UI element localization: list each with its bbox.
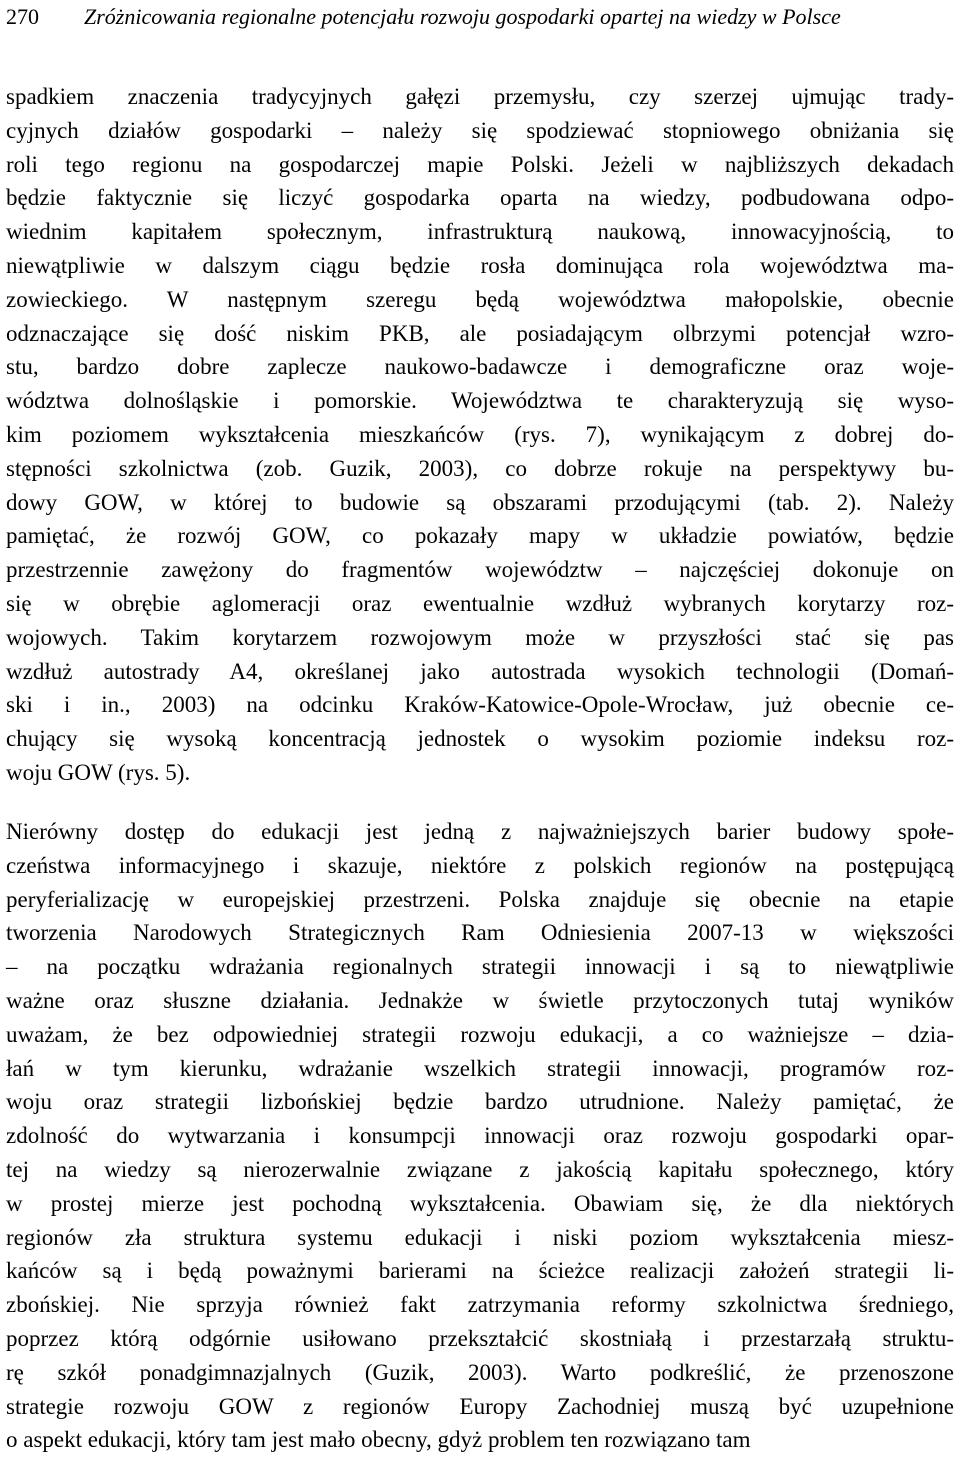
text-line: woju GOW (rys. 5). [6,759,191,785]
text-line: uważam, że bez odpowiedniej strategii rozwoju edukacji, a co ważniejsze – dzia- [6,1021,954,1047]
text-line: wiednim kapitałem społecznym, infrastrukturą naukową, innowacyjnością, to [6,219,954,245]
paragraph [6,815,954,1457]
text-line: o aspekt edukacji, który tam jest mało obecny, gdyż problem ten rozwiązano tam [6,1427,751,1453]
text-line: strategie rozwoju GOW z regionów Europy Zachodniej muszą być uzupełnione [6,1393,954,1419]
running-header [6,2,954,32]
text-line: – na początku wdrażania regionalnych strategii innowacji i są to niewątpliwie [6,954,954,980]
text-line: kim poziomem wykształcenia mieszkańców (rys. 7), wynikającym z dobrej do- [6,421,954,447]
text-line: wojowych. Takim korytarzem rozwojowym może w przyszłości stać się pas [6,624,954,650]
text-line: ski i in., 2003) na odcinku Kraków-Katowice-Opole-Wrocław, już obecnie ce- [6,692,954,718]
paragraph [6,80,954,790]
text-line: dowy GOW, w której to budowie są obszarami przodującymi (tab. 2). Należy [6,489,954,515]
text-line: będzie faktycznie się liczyć gospodarka oparta na wiedzy, podbudowana odpo- [6,185,954,211]
text-line: zowieckiego. W następnym szeregu będą województwa małopolskie, obecnie [6,286,954,312]
text-line: wzdłuż autostrady A4, określanej jako autostrada wysokich technologii (Domań- [6,658,954,684]
text-line: w prostej mierze jest pochodną wykształcenia. Obawiam się, że dla niektórych [6,1190,954,1216]
page-number: 270 [6,4,39,29]
text-line: roli tego regionu na gospodarczej mapie Polski. Jeżeli w najbliższych dekadach [6,151,954,177]
text-line: łań w tym kierunku, wdrażanie wszelkich strategii innowacji, programów roz- [6,1055,954,1081]
text-line: stu, bardzo dobre zaplecze naukowo-badawcze i demograficzne oraz woje- [6,354,954,380]
text-line: niewątpliwie w dalszym ciągu będzie rosła dominująca rola województwa ma- [6,252,954,278]
text-line: wództwa dolnośląskie i pomorskie. Województwa te charakteryzują się wyso- [6,388,954,414]
text-line: tworzenia Narodowych Strategicznych Ram Odniesienia 2007-13 w większości [6,920,954,946]
text-line: zdolność do wytwarzania i konsumpcji innowacji oraz rozwoju gospodarki opar- [6,1123,954,1149]
text-line: poprzez którą odgórnie usiłowano przekształcić skostniałą i przestarzałą struktu- [6,1325,954,1351]
text-line: regionów zła struktura systemu edukacji i niski poziom wykształcenia miesz- [6,1224,954,1250]
running-title: Zróżnicowania regionalne potencjału rozwoju gospodarki opartej na wiedzy w Polsce [84,4,841,29]
text-line: cyjnych działów gospodarki – należy się spodziewać stopniowego obniżania się [6,117,954,143]
text-line: spadkiem znaczenia tradycyjnych gałęzi przemysłu, czy szerzej ujmując trady- [6,84,954,109]
text-line: czeństwa informacyjnego i skazuje, niektóre z polskich regionów na postępującą [6,852,954,878]
text-line: się w obrębie aglomeracji oraz ewentualnie wzdłuż wybranych korytarzy roz- [6,590,954,616]
text-line: stępności szkolnictwa (zob. Guzik, 2003), co dobrze rokuje na perspektywy bu- [6,455,954,481]
text-line: pamiętać, że rozwój GOW, co pokazały mapy w układzie powiatów, będzie [6,523,954,549]
text-line: woju oraz strategii lizbońskiej będzie bardzo utrudnione. Należy pamiętać, że [6,1089,954,1115]
text-line: przestrzennie zawężony do fragmentów województw – najczęściej dokonuje on [6,557,954,583]
text-line: odznaczające się dość niskim PKB, ale posiadającym olbrzymi potencjał wzro- [6,320,954,346]
text-line: zbońskiej. Nie sprzyja również fakt zatrzymania reformy szkolnictwa średniego, [6,1292,954,1318]
text-line: ważne oraz słuszne działania. Jednakże w świetle przytoczonych tutaj wyników [6,987,954,1013]
text-line: rę szkół ponadgimnazjalnych (Guzik, 2003). Warto podkreślić, że przenoszone [6,1359,954,1385]
text-line: Nierówny dostęp do edukacji jest jedną z najważniejszych barier budowy społe- [6,819,954,844]
text-line: tej na wiedzy są nierozerwalnie związane z jakością kapitału społecznego, który [6,1156,954,1182]
text-line: kańców są i będą poważnymi barierami na ścieżce realizacji założeń strategii li- [6,1258,954,1284]
text-line: peryferializację w europejskiej przestrzeni. Polska znajduje się obecnie na etapie [6,886,954,912]
text-line: chujący się wysoką koncentracją jednostek o wysokim poziomie indeksu roz- [6,726,954,752]
